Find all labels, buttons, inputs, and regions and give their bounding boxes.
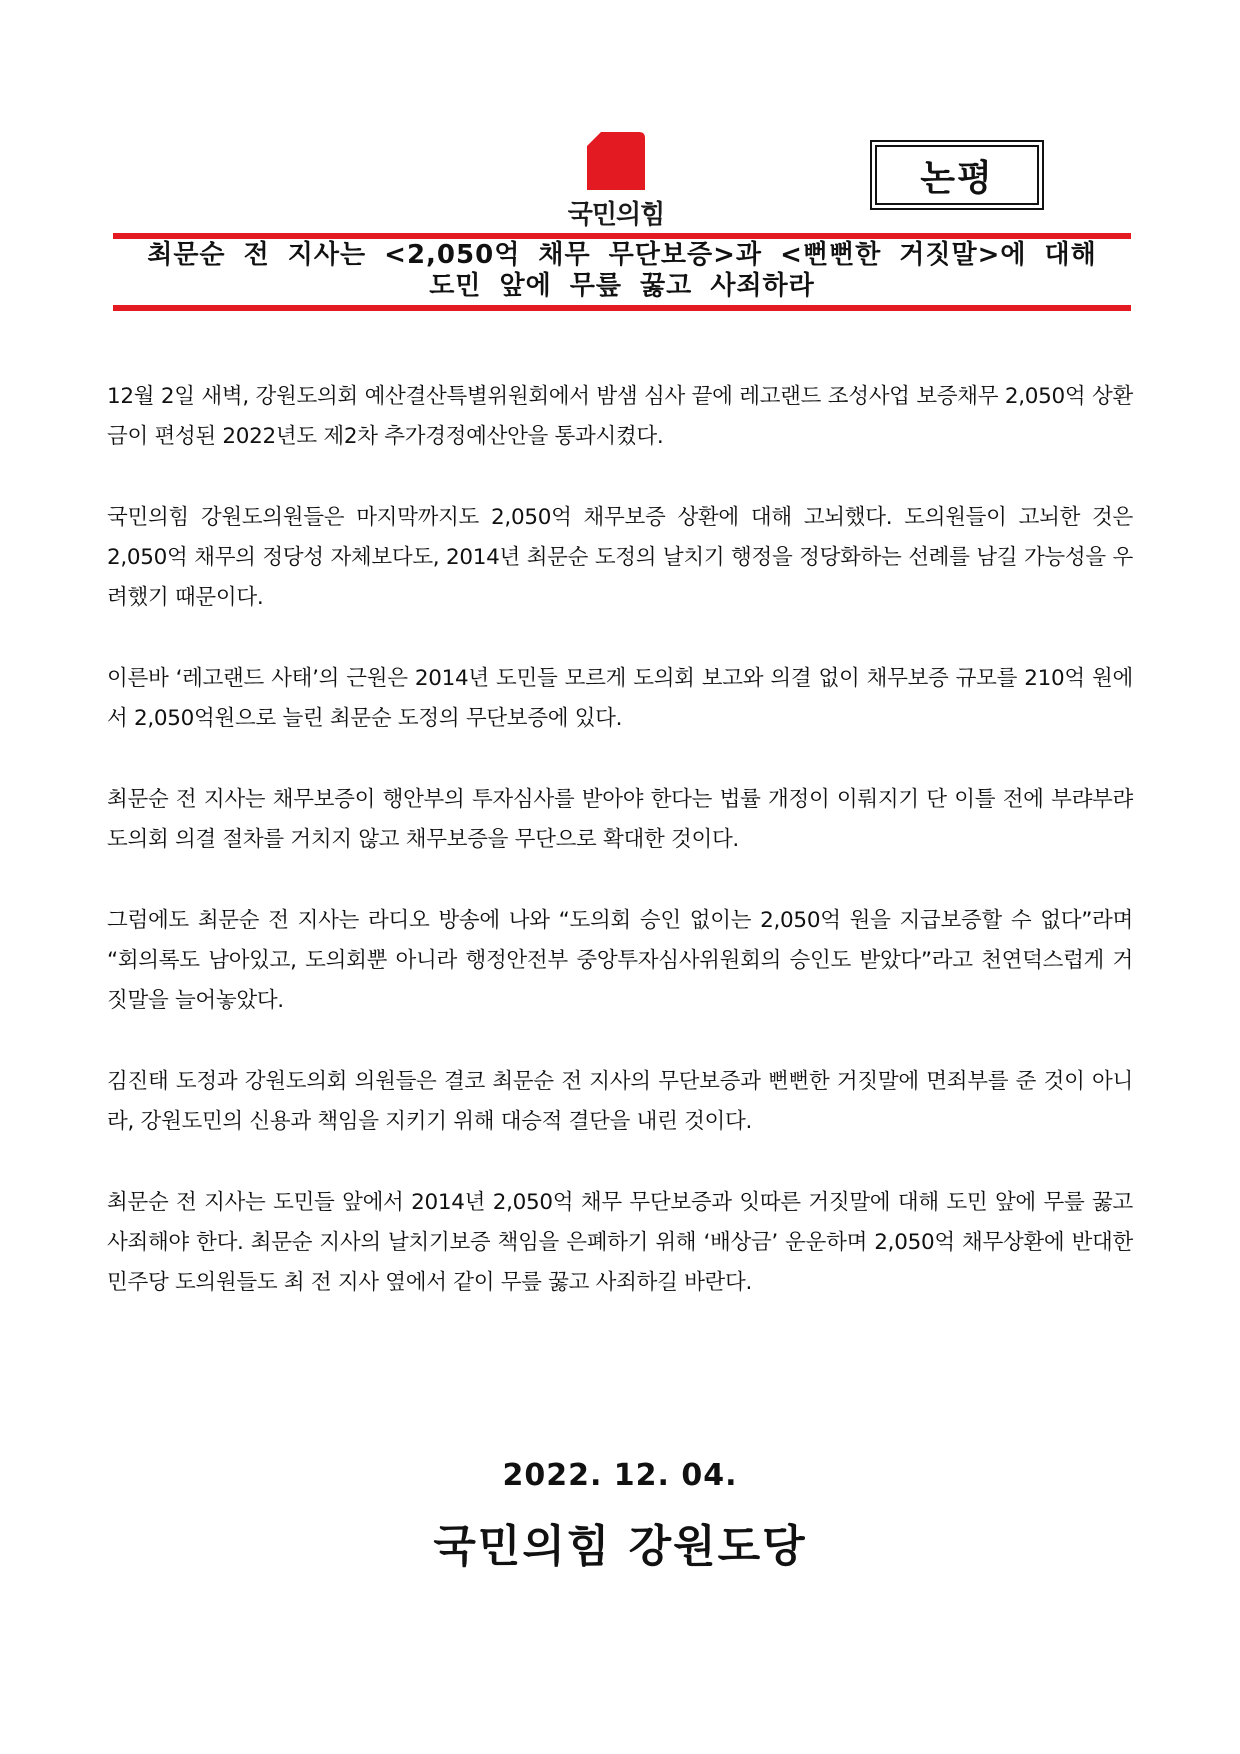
party-logo	[554, 132, 678, 231]
body-paragraph: 최문순 전 지사는 채무보증이 행안부의 투자심사를 받아야 한다는 법률 개정이 이뤄지기 단 이틀 전에 부랴부랴 도의회 의결 절차를 거치지 않고 채무보증을 무단으로 확대한 것이다.	[107, 787, 1133, 852]
body-text	[107, 377, 1133, 1344]
party-logo-icon	[587, 132, 645, 190]
logo-text: 국민의힘	[567, 200, 665, 230]
body-paragraph: 그럼에도 최문순 전 지사는 라디오 방송에 나와 “도의회 승인 없이는 2,050억 원을 지급보증할 수 없다”라며 “회의록도 남아있고, 도의회뿐 아니라 행정안전부 중앙투자심사위원회의 승인도 받았다”라고 천연덕스럽게 거짓말을 늘어놓았다.	[107, 908, 1133, 1013]
body-paragraph: 김진태 도정과 강원도의회 의원들은 결코 최문순 전 지사의 무단보증과 뻔뻔한 거짓말에 면죄부를 준 것이 아니라, 강원도민의 신용과 책임을 지키기 위해 대승적 결단을 내린 것이다.	[107, 1069, 1133, 1134]
body-paragraph: 이른바 ‘레고랜드 사태’의 근원은 2014년 도민들 모르게 도의회 보고와 의결 없이 채무보증 규모를 210억 원에서 2,050억원으로 늘린 최문순 도정의 무단보증에 있다.	[107, 666, 1133, 731]
title-rule-bottom	[113, 305, 1131, 311]
doc-type-box	[870, 140, 1044, 210]
headline-line-1: 최문순 전 지사는 <2,050억 채무 무단보증>과 <뻔뻔한 거짓말>에 대해	[147, 240, 1097, 270]
body-paragraph: 국민의힘 강원도의원들은 마지막까지도 2,050억 채무보증 상환에 대해 고뇌했다. 도의원들이 고뇌한 것은 2,050억 채무의 정당성 자체보다도, 2014년 최문순 도정의 날치기 행정을 정당화하는 선례를 남길 가능성을 우려했기 때문이다.	[107, 505, 1133, 610]
doc-type-label: 논평	[875, 145, 1039, 205]
release-date: 2022. 12. 04.	[502, 1458, 738, 1493]
headline-line-2: 도민 앞에 무릎 꿇고 사죄하라	[429, 271, 815, 301]
title-rule-top	[113, 233, 1131, 239]
issuing-organization: 국민의힘 강원도당	[433, 1521, 807, 1572]
body-paragraph: 12월 2일 새벽, 강원도의회 예산결산특별위원회에서 밤샘 심사 끝에 레고랜드 조성사업 보증채무 2,050억 상환금이 편성된 2022년도 제2차 추가경정예산안을 통과시켰다.	[107, 384, 1133, 449]
headline	[113, 240, 1131, 302]
body-paragraph: 최문순 전 지사는 도민들 앞에서 2014년 2,050억 채무 무단보증과 잇따른 거짓말에 대해 도민 앞에 무릎 꿇고 사죄해야 한다. 최문순 지사의 날치기보증 책임을 은폐하기 위해 ‘배상금’ 운운하며 2,050억 채무상환에 반대한 민주당 도의원들도 최 전 지사 옆에서 같이 무릎 꿇고 사죄하길 바란다.	[107, 1190, 1133, 1295]
